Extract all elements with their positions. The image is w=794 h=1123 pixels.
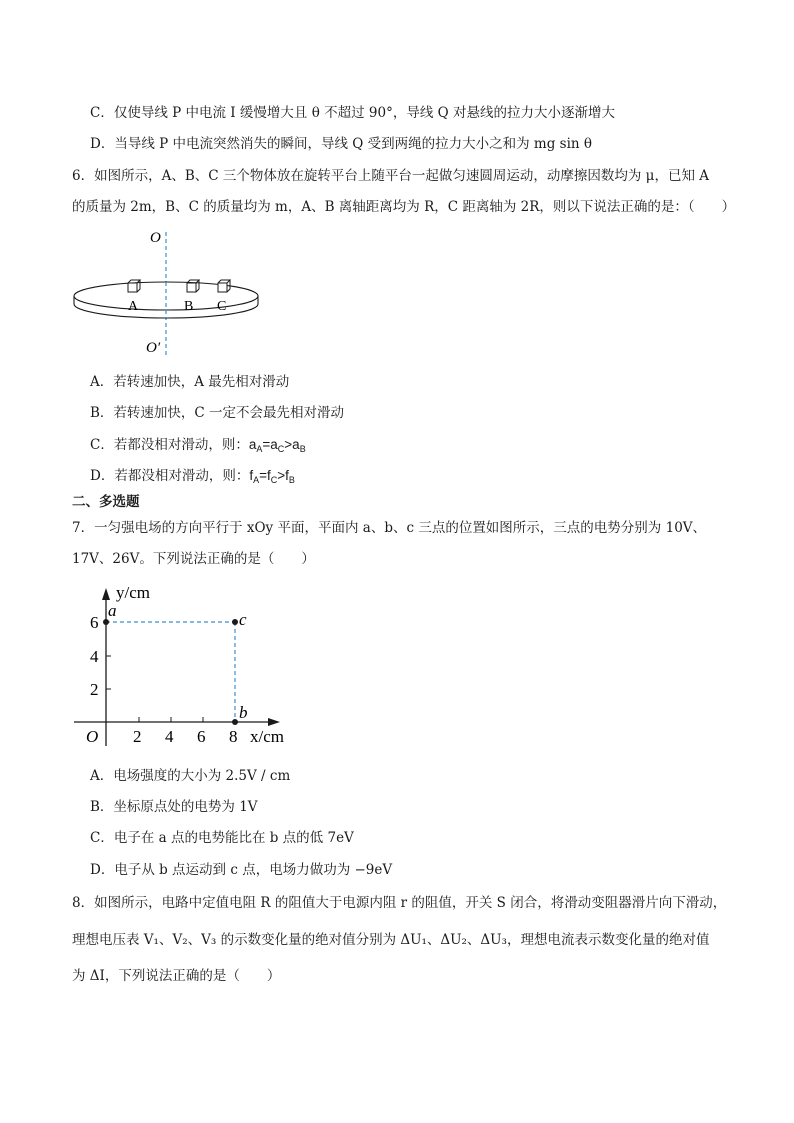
q8-stem-line2: 理想电压表 V₁、V₂、V₃ 的示数变化量的绝对值分别为 ΔU₁、ΔU₂、ΔU₃，理想电流表示数变化量的绝对值: [72, 932, 710, 948]
x-tick: 6: [197, 727, 206, 746]
block-c-label: C: [217, 299, 227, 314]
q6-turntable-figure: [70, 226, 270, 362]
q7-option-c: C．电子在 a 点的电势能比在 b 点的低 7eV: [90, 830, 354, 846]
point-c-label: c: [239, 610, 247, 629]
q8-stem-line1: 8．如图所示，电路中定值电阻 R 的阻值大于电源内阻 r 的阻值，开关 S 闭合，将滑动变阻器滑片向下滑动，: [72, 895, 727, 911]
q7-coordinate-figure: [70, 580, 300, 750]
x-tick: 8: [229, 727, 238, 746]
y-tick: 2: [90, 680, 99, 699]
q6-stem-line1: 6．如图所示，A、B、C 三个物体放在旋转平台上随平台一起做匀速圆周运动，动摩擦因数均为 μ，已知 A: [72, 168, 709, 184]
x-axis-arrow: [268, 718, 280, 726]
point-b: [232, 719, 238, 725]
q7-option-d: D．电子从 b 点运动到 c 点，电场力做功为 −9eV: [90, 862, 393, 878]
q6-option-b: B．若转速加快，C 一定不会最先相对滑动: [90, 405, 345, 421]
point-b-label: b: [239, 703, 248, 722]
x-tick: 2: [133, 727, 142, 746]
y-axis-arrow: [102, 588, 110, 600]
q8-stem-line3: 为 ΔI，下列说法正确的是（ ）: [72, 968, 281, 984]
y-axis-label: y/cm: [116, 583, 150, 602]
prev-option-c: C．仅使导线 P 中电流 I 缓慢增大且 θ 不超过 90°，导线 Q 对悬线的拉力大小逐渐增大: [90, 105, 615, 121]
y-tick: 4: [90, 647, 99, 666]
x-tick: 4: [165, 727, 174, 746]
point-a-label: a: [108, 601, 117, 620]
q6-option-d: D．若都没相对滑动，则：$f_A=f_C>f_B$: [90, 468, 295, 485]
origin-label: O: [86, 727, 99, 746]
x-axis-label: x/cm: [250, 727, 284, 746]
q6-option-a: A．若转速加快，A 最先相对滑动: [90, 374, 290, 390]
q6-option-c: C．若都没相对滑动，则：$a_A=a_C>a_B$: [90, 437, 306, 454]
axis-label-top: O: [150, 230, 161, 246]
block-b-label: B: [184, 299, 194, 314]
q7-option-b: B．坐标原点处的电势为 1V: [90, 799, 258, 815]
point-c: [232, 619, 238, 625]
block-a-label: A: [128, 299, 139, 314]
q7-option-a: A．电场强度的大小为 2.5V / cm: [90, 768, 291, 784]
y-tick: 6: [90, 613, 99, 632]
axis-label-bottom: O′: [146, 340, 161, 356]
q7-stem-line1: 7．一匀强电场的方向平行于 xOy 平面，平面内 a、b、c 三点的位置如图所示，三点的电势分别为 10V、: [72, 520, 707, 536]
q6-stem-line2: 的质量为 2m，B、C 的质量均为 m，A、B 离轴距离均为 R，C 距离轴为 2R，则以下说法正确的是：（ ）: [72, 199, 736, 215]
prev-option-d: D．当导线 P 中电流突然消失的瞬间，导线 Q 受到两绳的拉力大小之和为 mg sin θ: [90, 136, 593, 152]
q7-stem-line2: 17V、26V。下列说法正确的是（ ）: [72, 551, 315, 567]
section-header: 二、多选题: [72, 494, 140, 510]
